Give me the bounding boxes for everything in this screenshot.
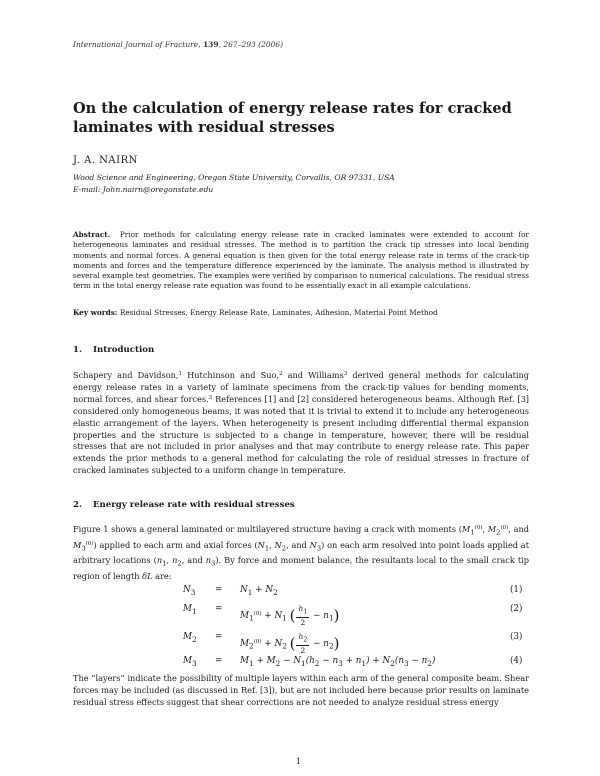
journal-header: International Journal of Fracture, 139, 267–293 (2006) [73, 40, 284, 49]
text-run: ) on each arm resolved into point loads applied at arbitrary locations ( [73, 539, 529, 566]
author-name: J. A. NAIRN [73, 155, 138, 166]
citation: 3 [208, 394, 213, 401]
text-run: derived general methods for calculating energy release rates in a variety of laminate specimens from the crack-tip values for bending moments, normal forces, and shear forces. [73, 370, 530, 404]
section-title: Energy release rate with residual stresses [93, 500, 295, 510]
section-heading-introduction [73, 345, 154, 355]
section-heading-energy-release [73, 500, 295, 510]
author-affiliation-block [73, 172, 395, 195]
section2-paragraph-2: The “layers” indicate the possibility of multiple layers within each arm of the general composite beam. Shear forces may be included (as discussed in Ref. [3]), but are not included here because prior results on laminate residual stress effects suggest that shear corrections are not needed to analyze residual stress energy [73, 673, 529, 707]
section-number: 1. [73, 345, 82, 355]
keywords-text: Residual Stresses, Energy Release Rate, Laminates, Adhesion, Material Point Method [119, 308, 438, 317]
text-run: ) applied to each arm and axial forces ( [93, 539, 258, 550]
equation-lhs: $N_3$ [183, 585, 196, 597]
citation: 3 [343, 371, 348, 377]
equation-number: (2) [510, 604, 523, 614]
equation-number: (4) [510, 656, 523, 666]
abstract-label: Abstract. [73, 230, 111, 239]
author-email: E-mail: John.nairn@oregonstate.edu [73, 184, 214, 194]
text-run: ). By force and moment balance, the resultants local to the small crack tip region of length [73, 555, 529, 581]
equation-3: $M_2$ = $M_2^{(0)} + N_2$ ( $\frac{h_2}{2}$ − $n_2$) (3) [183, 632, 523, 655]
equation-1: $N_3$ = $N_1 + N_2$ (1) [183, 585, 523, 597]
keywords [73, 308, 529, 317]
equation-number: (3) [510, 632, 523, 642]
equation-2: $M_1$ = $M_1^{(0)} + N_1$ ( $\frac{h_1}{2}$ − $n_1$) (2) [183, 604, 523, 627]
equation-number: (1) [510, 585, 523, 595]
text-run: and Williams [282, 370, 344, 380]
page-number: 1 [296, 757, 302, 766]
equation-lhs: $M_2$ [183, 632, 197, 644]
journal-pages: , 267–293 (2006) [218, 40, 284, 49]
equation-lhs: $M_3$ [183, 656, 197, 668]
section2-paragraph-1: Figure 1 shows a general laminated or multilayered structure having a crack with moments ($M_1^{(0)}$, $M_2^{(0)}$, and $M_3^{(0)}$) applied to each arm and axial forces ($N_1$, $N_2$, and $N_3$) on each arm resolved into point loads applied at arbitrary locations ($n_1$, $n_2$, and $n_3$). By force and moment balance, the resultants local to the small crack tip region of length δL are: [73, 524, 529, 581]
keywords-label: Key words: [73, 308, 118, 317]
section-number: 2. [73, 500, 82, 510]
text-run: Hutchinson and Suo, [182, 370, 280, 380]
journal-name: International Journal of Fracture [73, 40, 199, 49]
abstract [73, 230, 529, 292]
author-affiliation: Wood Science and Engineering, Oregon State University, Corvallis, OR 97331, USA [73, 173, 395, 182]
citation: 1 [178, 371, 183, 377]
equation-4: $M_3$ = $M_1 + M_2 - N_1(h_2 - n_3 + n_1) + N_2(n_3 - n_2)$ (4) [183, 656, 523, 668]
text-run: Schapery and Davidson, [73, 370, 179, 380]
equation-lhs: $M_1$ [183, 604, 197, 616]
paper-title: On the calculation of energy release rates for cracked laminates with residual stresses [73, 100, 512, 136]
abstract-text: Prior methods for calculating energy release rate in cracked laminates were extended to account for heterogeneous laminates and residual stresses. The method is to partition the crack tip stresses into local bending moments and normal forces. A general equation is then given for the total energy release rate in terms of the crack-tip moments and forces and the temperature difference experienced by the laminate. The analysis method is illustrated by several example test geometries. The examples were verified by comparison to numerical calculations. The residual stress term in the total energy release rate equation was found to be essentially exact in all example calculations. [73, 230, 529, 291]
citation: 2 [279, 371, 283, 377]
text-run: References [1] and [2] considered heterogeneous beams. Although Ref. [3] considered only homogeneous beams, it was noted that it is trivial to extend it to include any heterogeneous elastic arrangement of the layers. When heterogeneity is present including differential thermal expansion properties and the structure is subjected to a change in temperature, however, there will be residual stresses that are not included in prior analyses and that may contribute to energy release rate. This paper extends the prior methods to a general method for calculating the role of residual stresses in fracture of cracked laminates subjected to a uniform change in temperature. [73, 393, 529, 476]
journal-volume: 139 [202, 40, 219, 49]
section-title: Introduction [93, 345, 155, 355]
intro-paragraph [73, 370, 529, 477]
text-run: are: [152, 570, 172, 581]
text-run: Figure 1 shows a general laminated or multilayered structure having a crack with moments ( [73, 524, 462, 534]
